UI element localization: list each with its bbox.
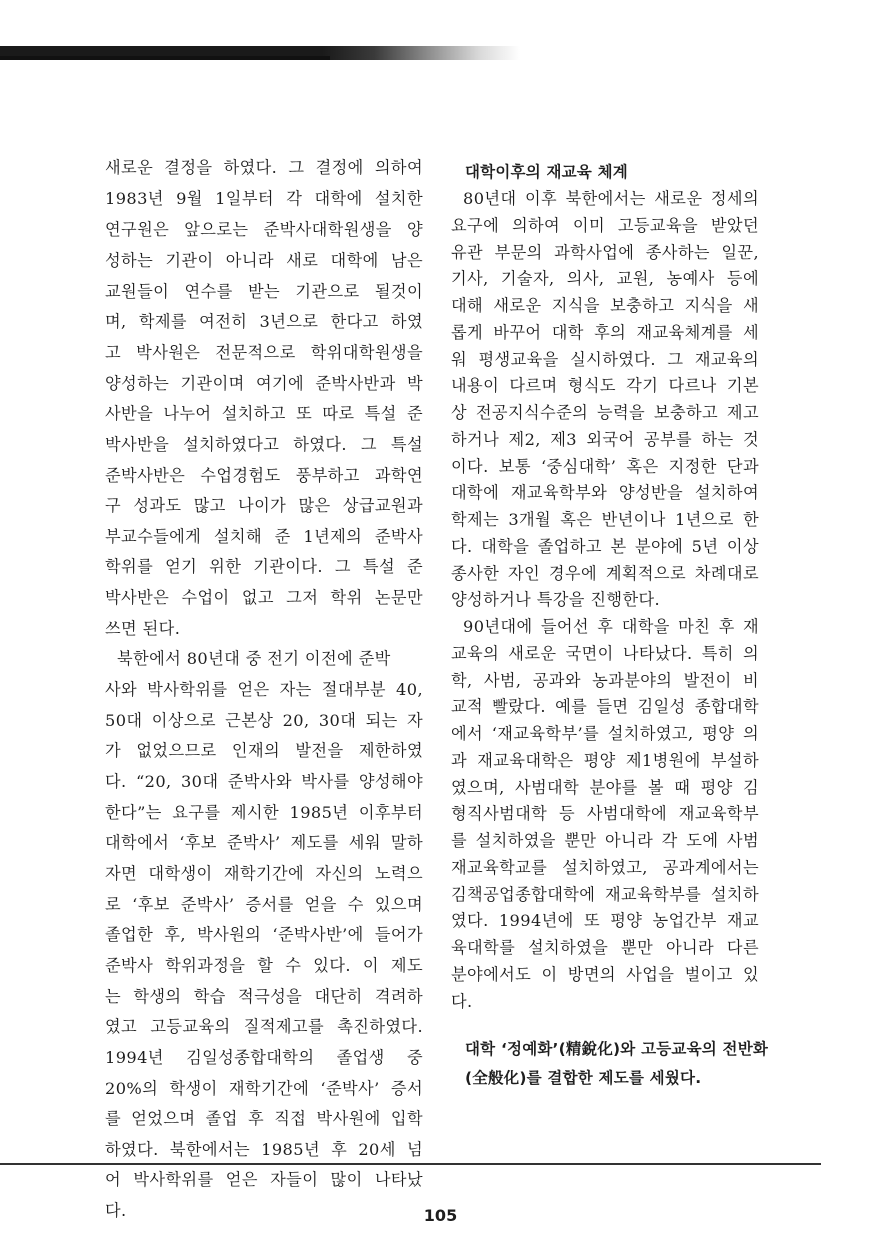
text-line: 교적 빨랐다. 예를 들면 김일성 종합대학	[451, 697, 759, 716]
header-decorative-bar-underline	[0, 56, 330, 60]
text-line: 를 설치하였을 뿐만 아니라 각 도에 사범	[451, 831, 759, 850]
text-line: 상 전공지식수준의 능력을 보충하고 제고	[451, 403, 759, 422]
text-line: 교원들이 연수를 받는 기관으로 될것이	[105, 282, 423, 301]
text-line: 종사한 자인 경우에 계획적으로 차례대로	[451, 564, 759, 583]
text-line: 교육의 새로운 국면이 나타났다. 특히 의	[451, 644, 759, 663]
text-line: 육대학를 설치하였을 뿐만 아니라 다른	[451, 938, 759, 957]
text-line: 대학에서 ‘후보 준박사’ 제도를 세워 말하	[105, 833, 423, 852]
text-line: 에서 ‘재교육학부’를 설치하였고, 평양 의	[451, 724, 759, 743]
text-line: 였다. 1994년에 또 평양 농업간부 재교	[451, 911, 759, 930]
section-heading-continued: (全般化)를 결합한 제도를 세웠다.	[465, 1069, 702, 1087]
page-number: 105	[423, 1206, 458, 1225]
text-line: 90년대에 들어선 후 대학을 마친 후 재	[463, 617, 759, 636]
text-line: 학위를 얻기 위한 기관이다. 그 특설 준	[105, 557, 423, 576]
text-line: 성하는 기관이 아니라 새로 대학에 남은	[105, 251, 423, 270]
text-line: 대학에 재교육학부와 양성반을 설치하여	[451, 483, 759, 502]
text-line: 구 성과도 많고 나이가 많은 상급교원과	[105, 496, 423, 515]
text-line: 하였다. 북한에서는 1985년 후 20세 넘	[105, 1140, 423, 1159]
text-line: 박사반은 수업이 없고 그저 학위 논문만	[105, 588, 423, 607]
text-line: 쓰면 된다.	[105, 619, 181, 638]
text-line: 형직사범대학 등 사범대학에 재교육학부	[451, 804, 759, 823]
text-line: 준박사반은 수업경험도 풍부하고 과학연	[105, 466, 423, 485]
text-line: 기사, 기술자, 의사, 교원, 농예사 등에	[451, 269, 759, 288]
text-line: 였으며, 사범대학 분야를 볼 때 평양 김	[451, 778, 759, 797]
section-heading: 대학 ‘정예화’(精銳化)와 고등교육의 전반화	[465, 1040, 769, 1058]
text-line: 사반을 나누어 설치하고 또 따로 특설 준	[105, 404, 423, 423]
text-line: 어 박사학위를 얻은 자들이 많이 나타났	[105, 1170, 423, 1189]
text-line: 준박사 학위과정을 할 수 있다. 이 제도	[105, 956, 423, 975]
section-heading: 대학이후의 재교육 체계	[465, 163, 628, 181]
text-line: 롭게 바꾸어 대학 후의 재교육체계를 세	[451, 323, 759, 342]
text-line: 북한에서 80년대 중 전기 이전에 준박	[117, 649, 391, 668]
text-line: 양성하거나 특강을 진행한다.	[451, 590, 661, 609]
text-line: 재교육학교를 설치하였고, 공과계에서는	[451, 858, 759, 877]
text-line: 새로운 결정을 하였다. 그 결정에 의하여	[105, 158, 423, 177]
text-line: 워 평생교육을 실시하였다. 그 재교육의	[451, 350, 759, 369]
text-line: 연구원은 앞으로는 준박사대학원생을 양	[105, 220, 423, 239]
text-line: 학, 사범, 공과와 농과분야의 발전이 비	[451, 671, 759, 690]
text-line: 1994년 김일성종합대학의 졸업생 중	[105, 1048, 423, 1067]
text-line: 대해 새로운 지식을 보충하고 지식을 새	[451, 296, 759, 315]
text-line: 였고 고등교육의 질적제고를 촉진하였다.	[105, 1017, 423, 1036]
text-line: 하거나 제2, 제3 외국어 공부를 하는 것	[451, 430, 759, 449]
text-line: 자면 대학생이 재학기간에 자신의 노력으	[105, 864, 423, 883]
text-line: 다. 대학을 졸업하고 본 분야에 5년 이상	[451, 537, 759, 556]
text-line: 로 ‘후보 준박사’ 증서를 얻을 수 있으며	[105, 895, 423, 914]
text-line: 졸업한 후, 박사원의 ‘준박사반’에 들어가	[105, 925, 423, 944]
text-line: 김책공업종합대학에 재교육학부를 설치하	[451, 885, 759, 904]
text-line: 내용이 다르며 형식도 각기 다르나 기본	[451, 376, 759, 395]
text-line: 한다”는 요구를 제시한 1985년 이후부터	[105, 803, 423, 822]
text-line: 요구에 의하여 이미 고등교육을 받았던	[451, 216, 759, 235]
text-line: 20%의 학생이 재학기간에 ‘준박사’ 증서	[105, 1079, 423, 1098]
text-line: 양성하는 기관이며 여기에 준박사반과 박	[105, 374, 423, 393]
footer-rule	[0, 1163, 821, 1165]
text-line: 다.	[105, 1201, 127, 1220]
text-line: 며, 학제를 여전히 3년으로 한다고 하였	[105, 312, 423, 331]
text-line: 박사반을 설치하였다고 하였다. 그 특설	[105, 435, 423, 454]
text-line: 과 재교육대학은 평양 제1병원에 부설하	[451, 751, 759, 770]
text-line: 다. “20, 30대 준박사와 박사를 양성해야	[105, 772, 423, 791]
text-line: 1983년 9월 1일부터 각 대학에 설치한	[105, 189, 423, 208]
text-line: 분야에서도 이 방면의 사업을 벌이고 있	[451, 965, 759, 984]
text-line: 이다. 보통 ‘중심대학’ 혹은 지정한 단과	[451, 457, 759, 476]
text-line: 가 없었으므로 인재의 발전을 제한하였	[105, 741, 423, 760]
text-line: 부교수들에게 설치해 준 1년제의 준박사	[105, 527, 423, 546]
text-line: 학제는 3개월 혹은 반년이나 1년으로 한	[451, 510, 759, 529]
text-line: 다.	[451, 992, 473, 1011]
text-line: 유관 부문의 과학사업에 종사하는 일꾼,	[451, 243, 759, 262]
text-line: 는 학생의 학습 적극성을 대단히 격려하	[105, 987, 423, 1006]
text-line: 사와 박사학위를 얻은 자는 절대부분 40,	[105, 680, 423, 699]
text-line: 80년대 이후 북한에서는 새로운 정세의	[463, 189, 759, 208]
text-line: 를 얻었으며 졸업 후 직접 박사원에 입학	[105, 1109, 423, 1128]
text-line: 50대 이상으로 근본상 20, 30대 되는 자	[105, 711, 423, 730]
text-line: 고 박사원은 전문적으로 학위대학원생을	[105, 343, 423, 362]
